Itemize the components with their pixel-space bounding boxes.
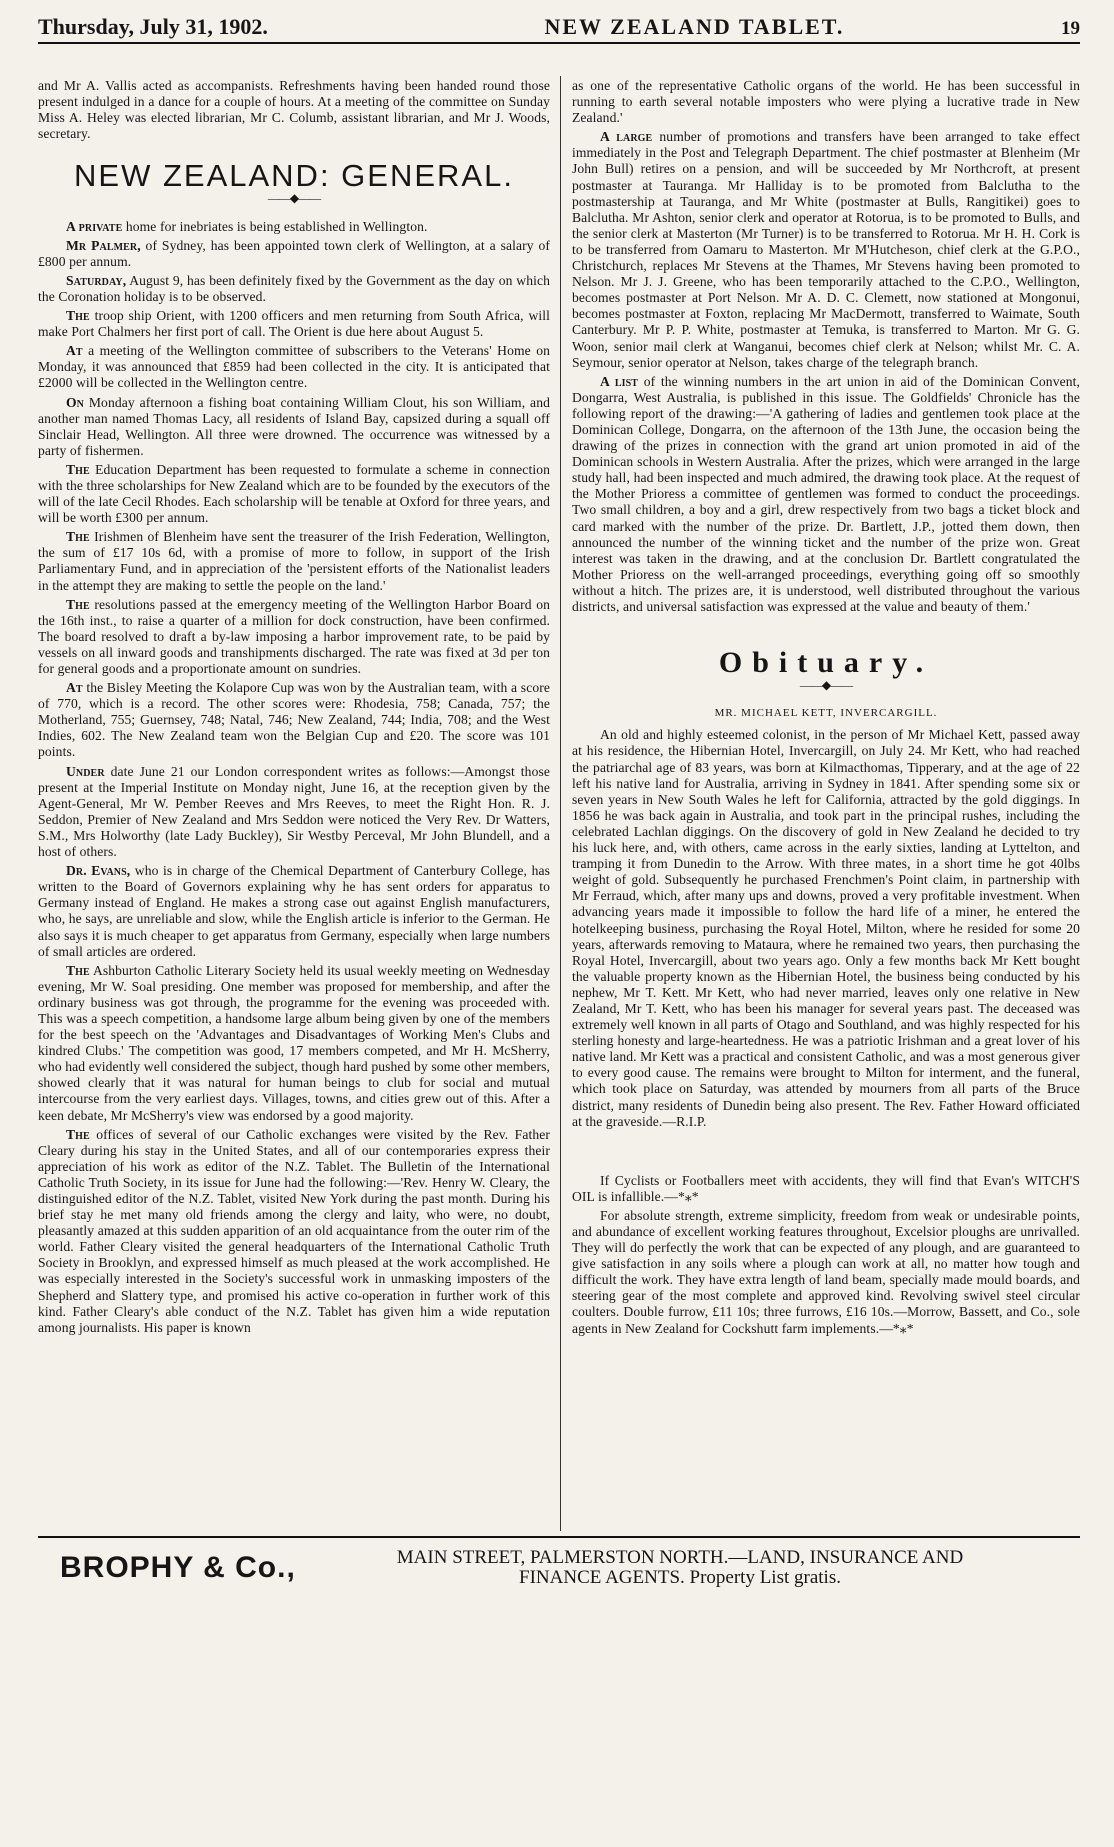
obituary-text: An old and highly esteemed colonist, in the person of Mr Michael Kett, passed away at his residence, the Hibernian Hotel, Invercargill, on July 24. Mr Kett, who had reached the patriarchal age of 83 years, was born at Kilmacthomas, Tipperary, and at the age of 22 left his native land for Australia, arriving in Sydney in 1841. After spending some six or seven years in New South Wales he left for California, attracted by the gold diggings. In 1856 he was back again in Australia, and took part in the principal rushes, including the celebrated Lachlan diggings. On the discovery of gold in New Zealand he decided to try his luck here, and, with others, came across in the early sixties, landing at Lyttelton, and tramping it from Dunedin to the Arrow. With three mates, in a short time he got 40lbs weight of gold. Subsequently he purchased Frenchmen's Point claim, in partnership with Mr Ferraud, which, after many ups and downs, proved a very profitable investment. When advancing years made it impossible to follow the hard life of a miner, he entered the hotelkeeping business, purchasing the Royal Hotel, Milton, where he resided for some 20 years, afterwards removing to Mataura, where he remained two years, then purchasing the Royal Hotel, Invercargill, about two years ago. Only a few months back Mr Kett bought the valuable property known as the Hibernian Hotel, the business being conducted by his nephew, Mr T. Kett. Mr Kett, who had never married, leaves only one relative in New Zealand, Mr T. Kett, who has been his manager for several years past. The deceased was extremely well known in all parts of Otago and Southland, and was highly respected for his sterling honesty and large-heartedness. He was a patriotic Irishman and a great lover of his native land. Mr Kett was a practical and consistent Catholic, and was a most generous giver to every good cause. The remains were brought to Milton for interment, and the funeral, which took place on Saturday, was attended by mourners from all parts of the Bruce district, many residents of Dunedin being also present. The Rev. Father Howard officiated at the graveside.—R.I.P.	[572, 727, 1080, 1129]
item-text: Monday afternoon a fishing boat containing William Clout, his son William, and another man named Thomas Lacy, all residents of Island Bay, capsized during a squall off Sinclair Head, Wellington. All three were drowned. The occurrence was witnessed by a party of fishermen.	[38, 394, 550, 458]
item-lead-words: A list	[600, 373, 639, 389]
page-header	[38, 8, 1080, 44]
item-text: August 9, has been definitely fixed by the Government as the day on which the Coronation holiday is to be observed.	[38, 272, 550, 304]
news-item	[38, 308, 550, 340]
news-item	[572, 374, 1080, 615]
item-lead-words: The	[66, 1126, 90, 1142]
news-item	[38, 1127, 550, 1336]
continued-paragraph: and Mr A. Vallis acted as accompanists. Refreshments having been handed round those present indulged in a dance for a couple of hours. At a meeting of the committee on Sunday Miss A. Heley was elected librarian, Mr C. Columb, assistant librarian, and Mr J. Woods, secretary.	[38, 78, 550, 142]
footer-advertisement	[38, 1536, 1080, 1598]
news-item	[38, 764, 550, 861]
firm-address	[360, 1548, 1000, 1588]
address-line: FINANCE AGENTS. Property List gratis.	[519, 1567, 841, 1588]
ornament-divider: ——◆——	[267, 191, 321, 206]
right-column	[572, 78, 1080, 1340]
news-items	[38, 219, 550, 1336]
item-text: offices of several of our Catholic exchanges were visited by the Rev. Father Cleary during his stay in the United States, and all of our contemporaries express their appreciation of his work as editor of the N.Z. Tablet. The Bulletin of the International Catholic Truth Society, in its issue for June had the following:—'Rev. Henry W. Cleary, the distinguished editor of the N.Z. Tablet, visited New York during the past month. During his brief stay he met many old friends among the clergy and laity, who were, no doubt, pleasantly amazed at this sudden apparition of an old acquaintance from the outer rim of the world. Father Cleary visited the general headquarters of the International Catholic Truth Society in Brooklyn, and expressed himself as much pleased at the work accomplished. He was especially interested in the Society's successful work in unmasking imposters of the Shepherd and Slattery type, and promised his active co-operation in further work of this kind. Father Cleary's able conduct of the N.Z. Tablet has given him a wide reputation among journalists. His paper is known	[38, 1126, 550, 1335]
obituary-heading: Obituary.	[718, 646, 934, 680]
item-text: Ashburton Catholic Literary Society held its usual weekly meeting on Wednesday evening, Mr W. Soal presiding. One member was proposed for membership, and after the ordinary business was got through, the programme for the evening was proceeded with. This was a speech competition, a handsome large album being given by one of the members for the best speech on the 'Advantages and Disadvantages of Working Men's Clubs and kindred Clubs.' The competition was good, 17 members competed, and Mr H. McSherry, who had evidently well considered the subject, though hard pushed by some other members, showed clearly that it was natural for human beings to club for social and mutual intercourse from the very earliest days. Villages, towns, and cities grew out of this. After a keen debate, Mr McSherry's view was endorsed by a good majority.	[38, 962, 550, 1123]
item-text: resolutions passed at the emergency meeting of the Wellington Harbor Board on the 16th inst., to raise a quarter of a million for dock construction, have been confirmed. The board resolved to draft a by-law imposing a harbor improvement rate, to be paid by vessels on all inward goods and transhipments discharged. The rate was fixed at 3d per ton for general goods and a proportionate amount on sundries.	[38, 596, 550, 676]
news-item	[572, 129, 1080, 370]
item-text: Education Department has been requested to formulate a scheme in connection with the three scholarships for New Zealand which are to be founded by the executors of the will of the late Cecil Rhodes. Each scholarship will be tenable at Oxford for three years, and will be worth £300 per annum.	[38, 461, 550, 526]
item-lead-words: The	[66, 461, 90, 477]
news-item	[38, 963, 550, 1124]
publication-title: NEW ZEALAND TABLET.	[544, 14, 845, 39]
news-item	[38, 343, 550, 391]
item-text: home for inebriates is being established in Wellington.	[122, 218, 428, 234]
item-text: date June 21 our London correspondent writes as follows:—Amongst those present at the Imperial Institute on Monday night, June 16, at the reception given by the Agent-General, Mr W. Pember Reeves and Mrs Reeves, to meet the Right Hon. R. J. Seddon, Premier of New Zealand and Mrs Seddon were noticed the Very Rev. Dr Watters, S.M., Mrs Holworthy (late Lady Buckley), Sir Westby Perceval, Mr John Blundell, and a host of others.	[38, 763, 550, 860]
news-item	[38, 680, 550, 760]
item-text: troop ship Orient, with 1200 officers and men returning from South Africa, will make Port Chalmers her first port of call. The Orient is due here about August 5.	[38, 308, 550, 340]
item-lead-words: The	[66, 529, 90, 545]
advertisement-paragraph: For absolute strength, extreme simplicity, freedom from weak or undesirable points, and abundance of excellent working features throughout, Excelsior ploughs are unrivalled. They will do perfectly the work that can be expected of any plough, and are guaranteed to give satisfaction in any soils where a plough can work at all, no matter how tough and difficult the work. They have extra length of land beam, specially made mould boards, and steering gear of the most complete and approved kind. Revolving swivel steel circular coulters. Double furrow, £11 10s; three furrows, £16 10s.—Morrow, Bassett, and Co., sole agents in New Zealand for Cockshutt farm implements.—*⁎*	[572, 1207, 1080, 1336]
news-items	[572, 129, 1080, 615]
column-divider	[560, 76, 561, 1531]
item-lead-words: Dr. Evans,	[66, 863, 131, 879]
address-line: MAIN STREET, PALMERSTON NORTH.—LAND, INSURANCE AND	[396, 1547, 964, 1568]
item-lead-words: On	[66, 394, 84, 410]
item-text: of Sydney, has been appointed town clerk of Wellington, at a salary of £800 per annum.	[38, 237, 550, 269]
item-text: a meeting of the Wellington committee of subscribers to the Veterans' Home on Monday, it was announced that £859 had been collected in the city. It is anticipated that £2000 will be collected in the Wellington centre.	[38, 343, 550, 391]
item-lead-words: A private	[66, 218, 123, 234]
firm-name: BROPHY & Co.,	[60, 1551, 296, 1584]
item-text: who is in charge of the Chemical Department of Canterbury College, has written to the Board of Governors explaining why he has sent orders for apparatus to Germany instead of England. He makes a strong case out against English manufacturers, who, he says, are unreliable and slow, while the English article is inferior to the German. He also says it is much cheaper to get apparatus from Germany, especially when large numbers of small articles are ordered.	[38, 863, 550, 959]
item-text: Irishmen of Blenheim have sent the treasurer of the Irish Federation, Wellington, the sum of £17 10s 6d, with a promise of more to follow, in support of the Irish Parliamentary Fund, and in appreciation of the 'persistent efforts of the Nationalist leaders in the attempt they are making to settle the people on the land.'	[38, 529, 550, 593]
item-lead-words: The	[66, 308, 90, 324]
issue-date: Thursday, July 31, 1902.	[38, 14, 268, 39]
news-item	[38, 219, 550, 235]
item-text: number of promotions and transfers have been arranged to take effect immediately in the Post and Telegraph Department. The chief postmaster at Blenheim (Mr John Bull) retires on a pension, and will be succeeded by Mr Northcroft, at present postmaster at Tauranga. Mr Halliday is to be promoted from Balclutha to the postmastership at Tauranga, and Mr White (postmaster at Bulls, Rangitikei) goes to Balclutha. Mr Ashton, senior clerk and operator at Rotorua, is to be promoted to Bulls, and the senior clerk at Masterton (Mr Turner) is to be transferred to Rotorua. Mr H. H. Cork is to be transferred from Oamaru to Masterton. Mr M'Hutcheson, chief clerk at the G.P.O., Christchurch, replaces Mr Stevens at the Thames, Mr Stevens having been promoted to Nelson. Mr J. J. Greene, who has been temporarily attached to the C.P.O., Wellington, becomes postmaster at Port Nelson. Mr A. D. C. Clemett, now stationed at Mongonui, becomes postmaster at Foxton, replacing Mr MacDermott, transferred to Waimate, South Canterbury. Mr P. P. White, postmaster at Temuka, is transferred to Marton. Mr G. G. Woon, senior mail clerk at Wanganui, becomes chief clerk at Nelson; whilst Mr. C. A. Seymour, senior operator at Nelson, takes charge of the telegraph branch.	[572, 129, 1080, 370]
item-lead-words: The	[66, 596, 90, 612]
news-item	[38, 529, 550, 593]
item-lead-words: Saturday,	[66, 272, 127, 288]
section-title: NEW ZEALAND: GENERAL.	[74, 158, 514, 194]
item-lead-words: At	[66, 680, 83, 696]
item-lead-words: The	[66, 962, 90, 978]
news-item	[38, 863, 550, 960]
spacer	[572, 1133, 1080, 1173]
news-item	[38, 597, 550, 677]
advertisement-paragraph: If Cyclists or Footballers meet with accidents, they will find that Evan's WITCH'S OIL is infallible.—*⁎*	[572, 1172, 1080, 1204]
news-item	[38, 395, 550, 459]
page-number: 19	[1061, 18, 1080, 39]
item-text: of the winning numbers in the art union in aid of the Dominican Convent, Dongarra, West Australia, is published in this issue. The Goldfields' Chronicle has the following report of the drawing:—'A gathering of ladies and gentlemen took place at the Dominican College, Dongarra, on the afternoon of the 13th June, the occasion being the drawing of the prizes in connection with the grand art union promoted in aid of the Dominican schools in Western Australia. After the prizes, which were arranged in the large study hall, had been inspected and much admired, the drawing took place. At the request of the Mother Prioress a committee of gentlemen was formed to conduct the proceedings. Two small children, a boy and a girl, drew respectively from two bags a ticket block and card marked with the number of the prize. Dr. Bartlett, J.P., jotted them down, then announced the number of the winning ticket and the number of the prize won. Great interest was taken in the drawing, and at the conclusion Dr. Bartlett congratulated the Mother Prioress on the well-arranged proceedings, everything going off so smoothly without a hitch. The prizes are, it is understood, well distributed throughout the various districts, and universal satisfaction was expressed at the value and beauty of them.'	[572, 373, 1081, 614]
item-lead-words: Under	[66, 763, 105, 779]
item-lead-words: Mr Palmer,	[66, 237, 141, 253]
news-item	[38, 238, 550, 270]
news-item	[38, 273, 550, 305]
ornament-divider: ——◆——	[799, 678, 853, 693]
item-text: the Bisley Meeting the Kolapore Cup was won by the Australian team, with a score of 770, which is a record. The other scores were: Rhodesia, 758; Canada, 757; the Motherland, 755; Guernsey, 748; Natal, 746; New Zealand, 744; India, 708; and the West Indies, 602. The New Zealand team won the Belgian Cup and £20. The score was 101 points.	[38, 680, 550, 760]
item-lead-words: A large	[600, 129, 653, 145]
item-lead-words: At	[66, 343, 83, 359]
left-column	[38, 78, 550, 1339]
obituary-subtitle: MR. MICHAEL KETT, INVERCARGILL.	[714, 707, 938, 720]
continued-paragraph: as one of the representative Catholic organs of the world. He has been successful in running to earth several notable imposters who were plying a lucrative trade in New Zealand.'	[572, 78, 1080, 126]
news-item	[38, 462, 550, 526]
